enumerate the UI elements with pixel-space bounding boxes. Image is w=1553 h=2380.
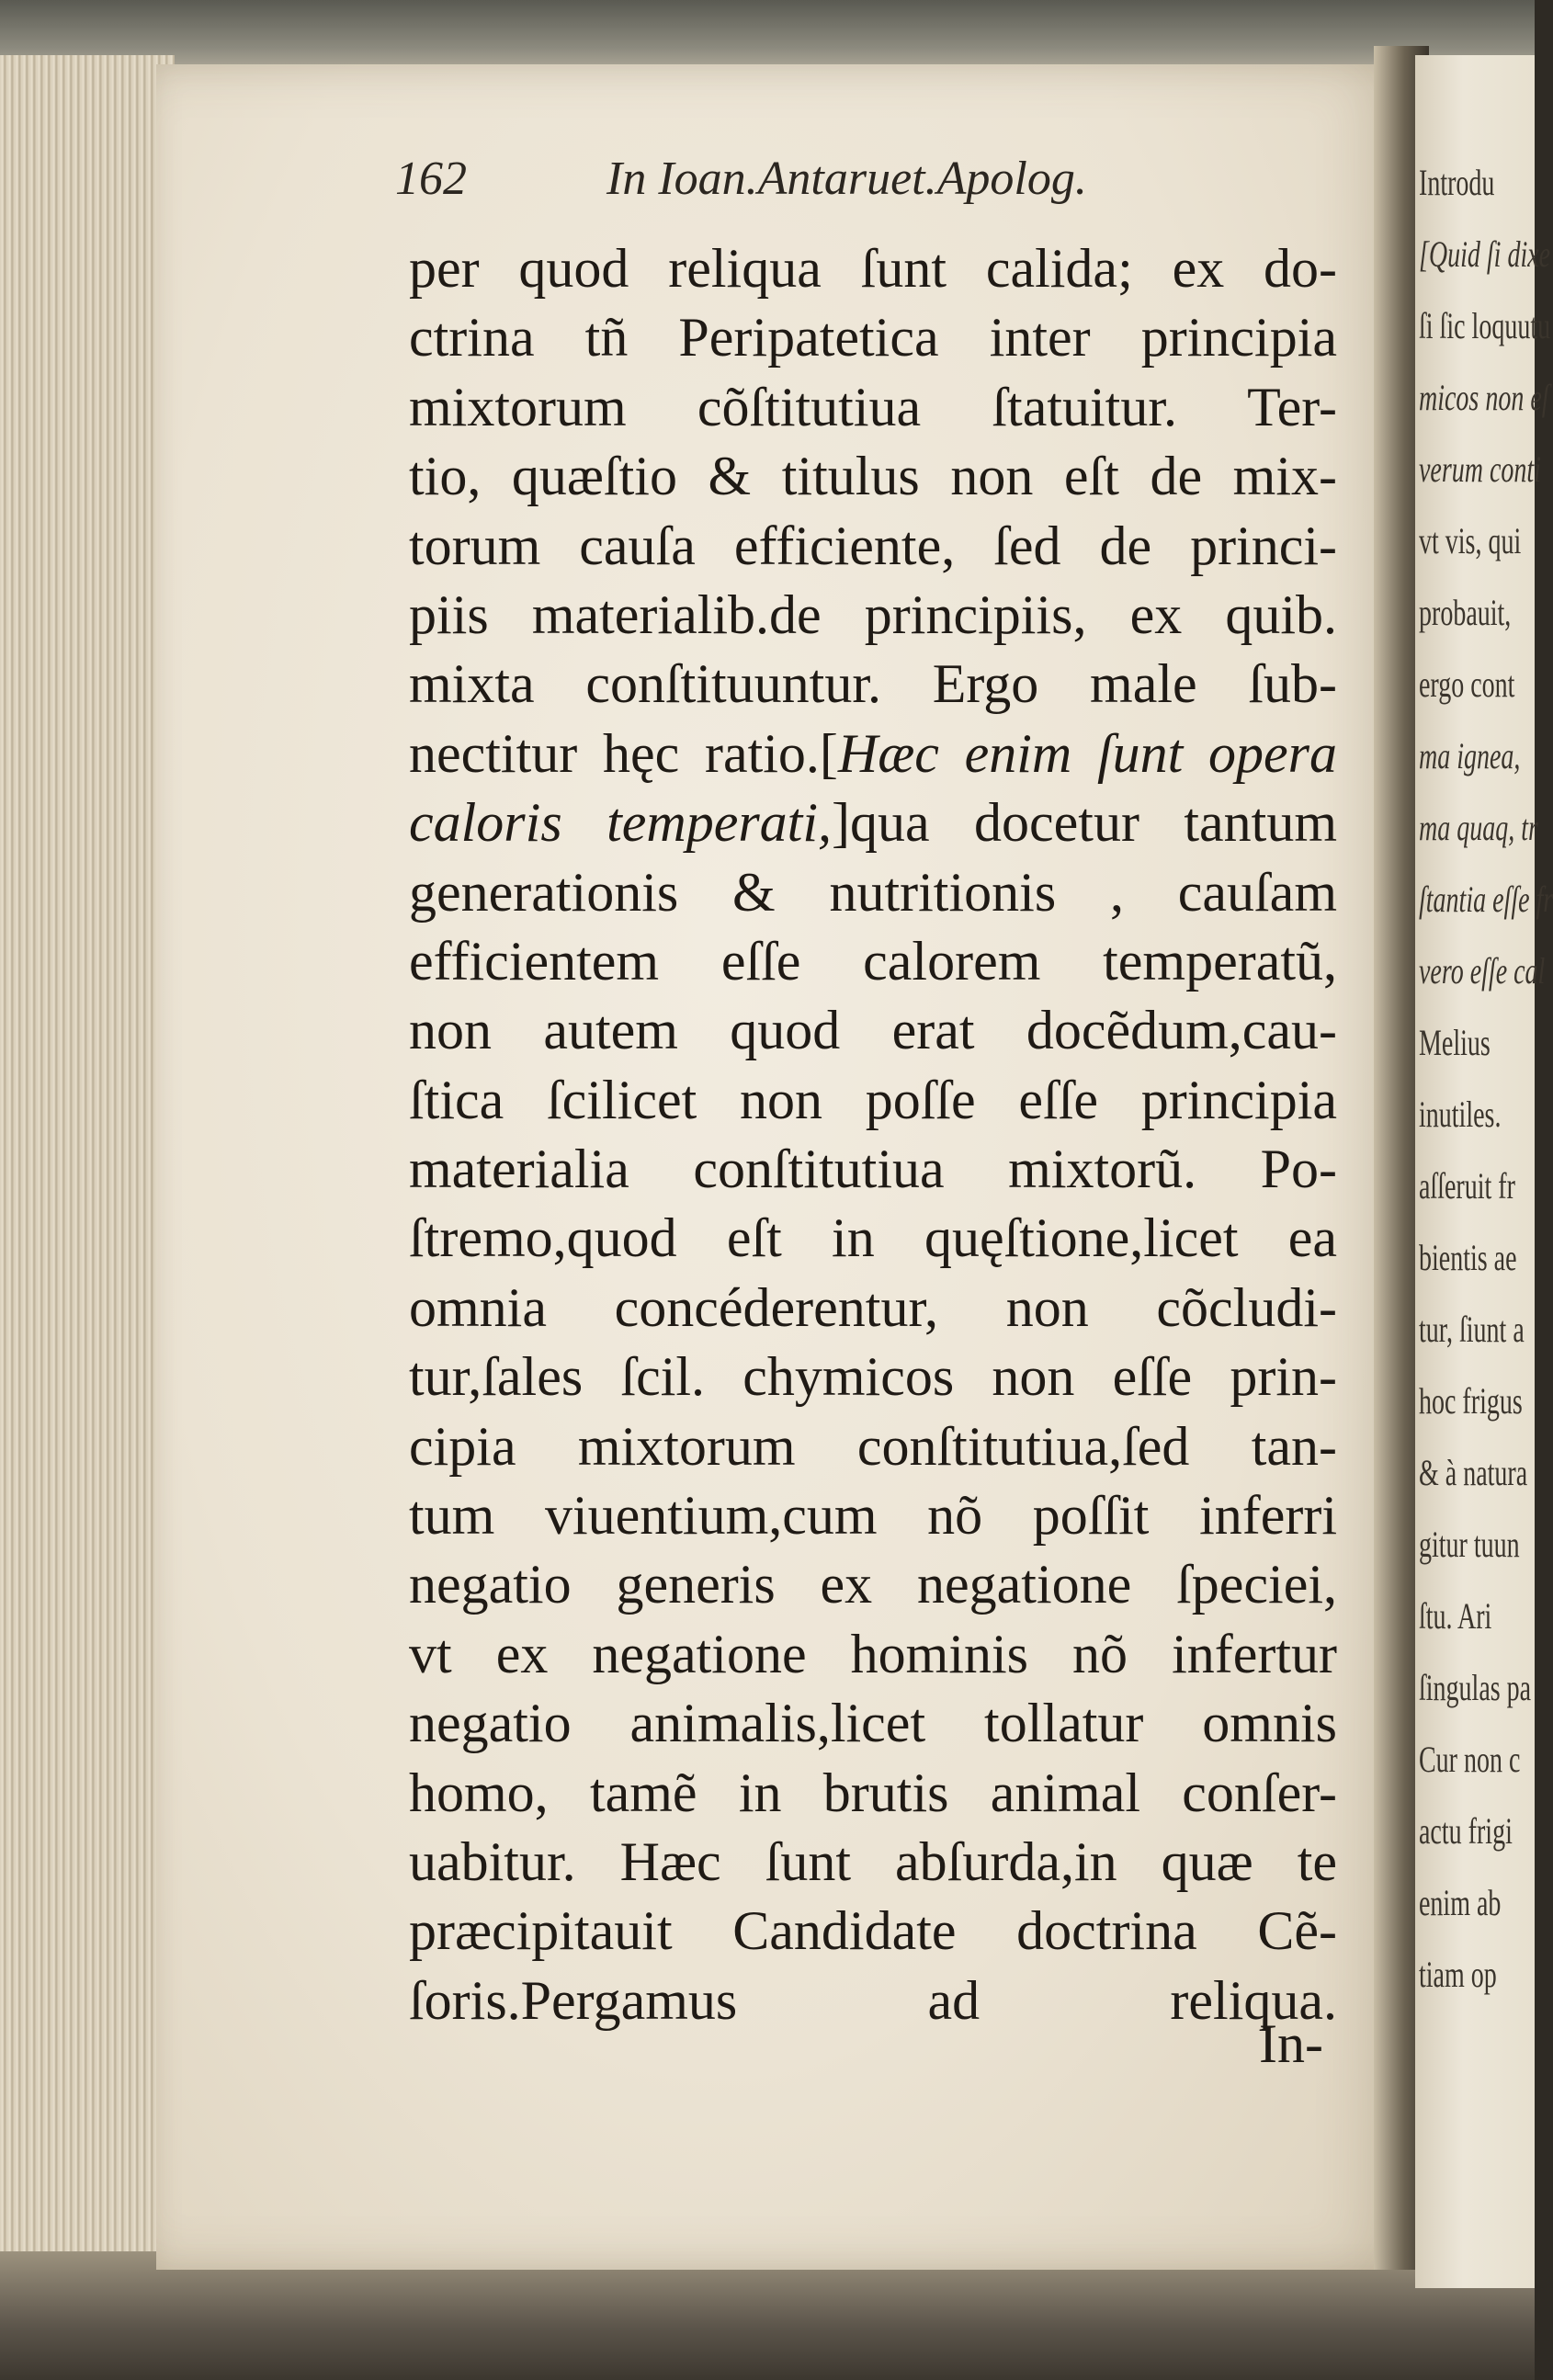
text-line <box>409 1966 1337 2035</box>
facing-page-line: Introdu <box>1419 162 1495 203</box>
text-line <box>409 303 1337 372</box>
text-run: tur,ſales ſcil. chymicos non eſſe prin- <box>409 1346 1337 1408</box>
text-run: ſoris.Pergamus ad reliqua. <box>409 1969 1337 2031</box>
text-run: materialia conſtitutiua mixtorũ. Po- <box>409 1139 1337 1200</box>
text-line <box>409 1759 1337 1828</box>
text-run: generationis & nutritionis , cauſam <box>409 861 1337 923</box>
text-line <box>409 720 1337 788</box>
text-line <box>409 373 1337 442</box>
text-line <box>409 581 1337 650</box>
facing-page-line: micos non eſ <box>1419 377 1549 418</box>
folio-number: 162 <box>395 153 467 205</box>
text-line <box>409 788 1337 857</box>
facing-page-line: [Quid ſi dixe <box>1419 233 1551 275</box>
facing-page-line: vero eſſe cal <box>1419 950 1546 992</box>
italic-quote: Hæc enim ſunt opera <box>837 722 1337 784</box>
facing-page-line: ma quaq, tr <box>1419 807 1538 848</box>
facing-page-line: & à natura <box>1419 1452 1528 1493</box>
facing-page-line: tur, ſiunt a <box>1419 1309 1525 1350</box>
catchword: In- <box>1259 2013 1323 2074</box>
facing-page-line: ma ignea, <box>1419 735 1521 776</box>
text-line <box>409 512 1337 581</box>
text-line <box>409 442 1337 511</box>
text-line <box>409 1135 1337 1204</box>
text-run: tum viuentium,cum nõ poſſit inferri <box>409 1485 1337 1547</box>
text-run: per quod reliqua ſunt calida; ex do- <box>409 238 1337 299</box>
text-run: nectitur hęc ratio.[ <box>409 722 838 784</box>
facing-page-line: inutiles. <box>1419 1094 1502 1135</box>
facing-page-line: Melius <box>1419 1022 1491 1063</box>
text-line <box>409 1689 1337 1758</box>
text-line <box>409 1343 1337 1411</box>
text-run: negatio generis ex negatione ſpeciei, <box>409 1554 1337 1615</box>
facing-page-line: ſtu. Ari <box>1419 1595 1492 1637</box>
text-run: homo, tamẽ in brutis animal conſer- <box>409 1762 1337 1823</box>
text-run: cipia mixtorum conſtitutiua,ſed tan- <box>409 1415 1337 1477</box>
text-run: mixtorum cõſtitutiua ſtatuitur. Ter- <box>409 376 1337 437</box>
facing-page-line: aſſeruit fr <box>1419 1165 1515 1207</box>
facing-page-line: verum conti <box>1419 448 1541 490</box>
facing-page-line: gitur tuun <box>1419 1524 1520 1565</box>
text-run: tio, quæſtio & titulus non eſt de mix- <box>409 446 1337 507</box>
text-line <box>409 234 1337 303</box>
facing-page-line: actu frigi <box>1419 1810 1513 1852</box>
text-line <box>409 650 1337 719</box>
text-run: non autem quod erat docẽdum,cau- <box>409 1000 1337 1061</box>
text-line <box>409 1066 1337 1135</box>
facing-page-line: Cur non c <box>1419 1739 1521 1780</box>
text-line <box>409 1481 1337 1550</box>
text-run: efficientem eſſe calorem temperatũ, <box>409 930 1337 992</box>
text-run: ctrina tñ Peripatetica inter principia <box>409 307 1337 368</box>
text-run: omnia concéderentur, non cõcludi- <box>409 1276 1337 1338</box>
text-run: vt ex negatione hominis nõ infertur <box>409 1623 1337 1684</box>
text-run: negatio animalis,licet tollatur omnis <box>409 1693 1337 1754</box>
binding-bottom <box>0 2251 1535 2380</box>
facing-page-fragment <box>1415 55 1553 2288</box>
page-fore-edge <box>0 55 175 2380</box>
text-line <box>409 1620 1337 1689</box>
facing-page-line: hoc frigus <box>1419 1380 1523 1422</box>
facing-page-line: ergo cont <box>1419 663 1515 705</box>
running-head: In Ioan.Antaruet.Apolog. <box>606 153 1087 205</box>
text-run: uabitur. Hæc ſunt abſurda,in quæ te <box>409 1830 1337 1892</box>
facing-page-line: ſingulas pa <box>1419 1667 1532 1708</box>
text-line <box>409 1897 1337 1966</box>
facing-page-line: vt vis, qui <box>1419 520 1522 561</box>
text-line <box>409 1550 1337 1619</box>
facing-page-line: bientis ae <box>1419 1237 1517 1278</box>
text-run: ſtica ſcilicet non poſſe eſſe principia <box>409 1069 1337 1130</box>
text-line <box>409 1412 1337 1481</box>
text-line <box>409 1274 1337 1343</box>
text-line <box>409 927 1337 996</box>
text-run: mixta conſtituuntur. Ergo male ſub- <box>409 653 1337 715</box>
text-run: torum cauſa efficiente, ſed de princi- <box>409 515 1337 576</box>
facing-page-line: ſtantia eſſe fr <box>1419 878 1553 920</box>
text-run: ſtremo,quod eſt in quęſtione,licet ea <box>409 1207 1337 1269</box>
text-run: piis materialib.de principiis, ex quib. <box>409 584 1337 645</box>
facing-page-line: ſi ſic loquutu <box>1419 305 1551 346</box>
text-line <box>409 1828 1337 1897</box>
text-run: ]qua docetur tantum <box>832 792 1337 854</box>
text-run: præcipitauit Candidate doctrina Cẽ- <box>409 1900 1337 1962</box>
facing-page-line: tiam op <box>1419 1954 1497 1995</box>
text-line <box>409 1204 1337 1273</box>
facing-page-line: probauit, <box>1419 592 1512 633</box>
text-line <box>409 996 1337 1065</box>
body-text <box>409 234 1355 2035</box>
text-line <box>409 858 1337 927</box>
facing-page-line: enim ab <box>1419 1882 1502 1923</box>
italic-quote: caloris temperati, <box>409 792 833 854</box>
